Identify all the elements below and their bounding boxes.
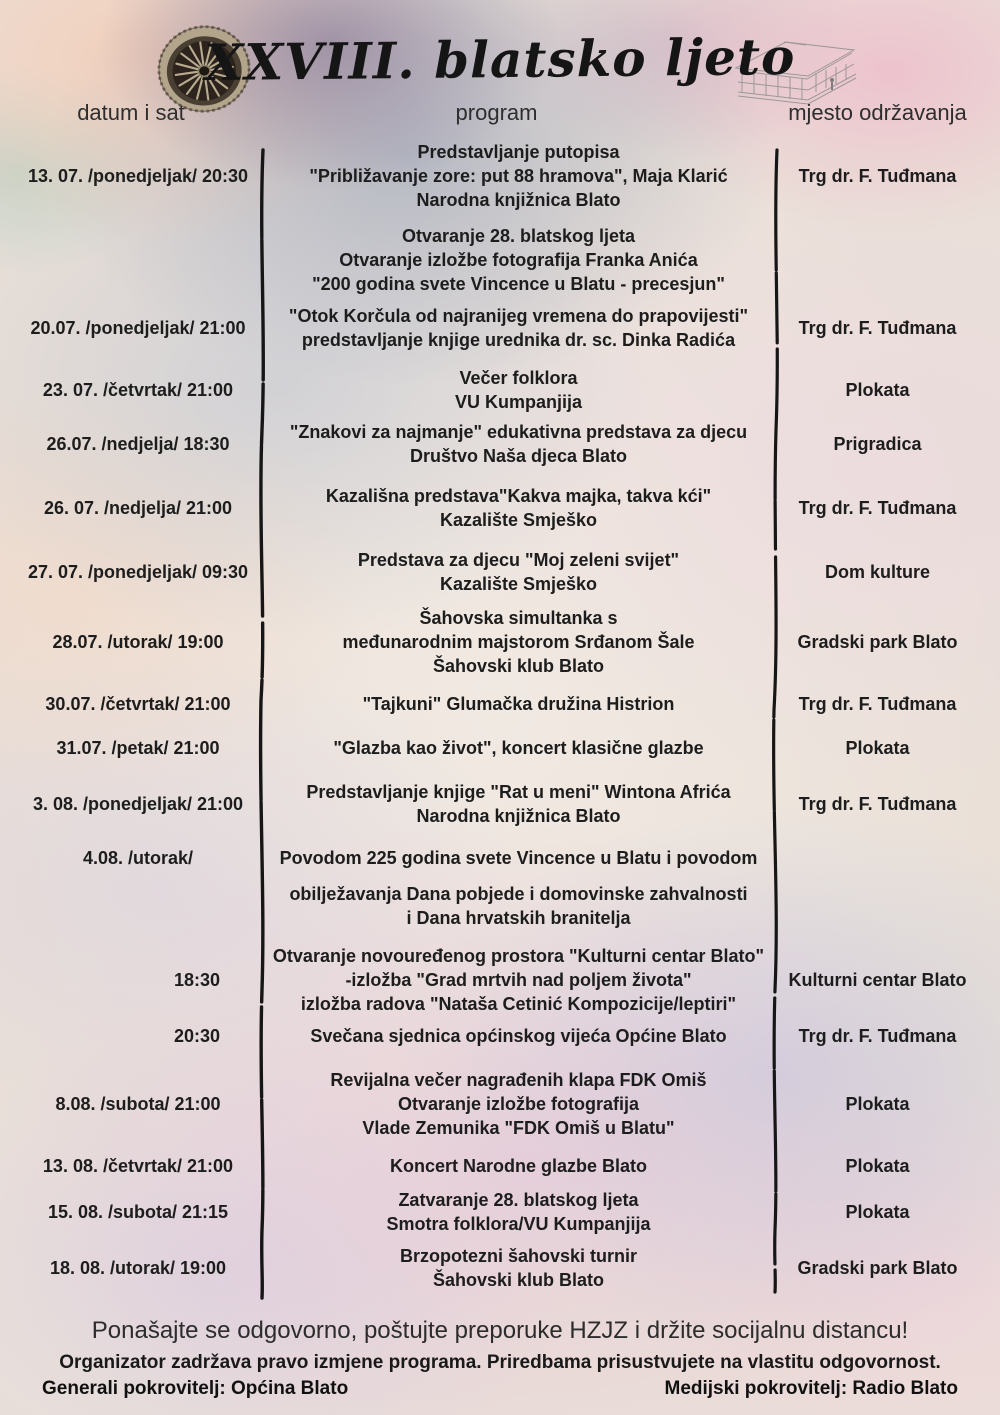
media-sponsor: Medijski pokrovitelj: Radio Blato: [664, 1378, 958, 1399]
poster-footer: [0, 1316, 1000, 1400]
program-line: izložba radova "Nataša Cetinić Kompozicije/leptiri": [300, 994, 737, 1014]
event-place: Trg dr. F. Tuđmana: [798, 794, 957, 814]
program-line: Večer folklora: [459, 368, 578, 388]
event-date: 13. 08. /četvrtak/ 21:00: [42, 1156, 234, 1176]
program-line: Vlade Zemunika "FDK Omiš u Blatu": [362, 1118, 675, 1138]
table-row: [0, 1068, 1000, 1140]
table-row: [0, 846, 1000, 930]
event-place: Trg dr. F. Tuđmana: [798, 498, 957, 518]
program-line: Kazališna predstava"Kakva majka, takva kći": [325, 486, 712, 506]
event-program: [262, 140, 775, 212]
column-header-place: mjesto održavanja: [788, 100, 967, 125]
table-row: [0, 606, 1000, 678]
event-date: 13. 07. /ponedjeljak/ 20:30: [27, 166, 249, 186]
table-row: [0, 366, 1000, 414]
covid-notice: Ponašajte se odgovorno, poštujte preporuke HZJZ i držite socijalnu distancu!: [91, 1317, 909, 1344]
program-line: Otvaranje izložbe fotografija: [397, 1094, 640, 1114]
event-program: [262, 1154, 775, 1178]
program-line: Društvo Naša djeca Blato: [409, 446, 628, 466]
event-place: Plokata: [845, 380, 910, 400]
program-line: Šahovski klub Blato: [432, 1270, 605, 1290]
event-program: [262, 1188, 775, 1236]
program-line: "200 godina svete Vincence u Blatu - precesjun": [312, 274, 725, 294]
program-line: -izložba "Grad mrtvih nad poljem života": [345, 970, 692, 990]
event-program: [262, 1244, 775, 1292]
event-date: 8.08. /subota/ 21:00: [55, 1094, 221, 1114]
program-disclaimer: Organizator zadržava pravo izmjene programa. Priredbama prisustvujete na vlastitu odgovornost.: [59, 1352, 941, 1373]
table-row: [0, 224, 1000, 296]
event-place: Trg dr. F. Tuđmana: [798, 1026, 957, 1046]
event-program: [262, 420, 775, 468]
event-date: 20.07. /ponedjeljak/ 21:00: [30, 318, 246, 338]
program-line: i Dana hrvatskih branitelja: [406, 908, 631, 928]
table-row: [0, 1244, 1000, 1292]
table-row: [0, 1188, 1000, 1236]
program-line: "Znakovi za najmanje" edukativna predstava za djecu: [289, 422, 748, 442]
event-place: Gradski park Blato: [797, 1258, 958, 1278]
event-program: [262, 224, 775, 296]
program-line: Brzopotezni šahovski turnir: [399, 1246, 638, 1266]
table-row: [0, 692, 1000, 716]
event-place: Gradski park Blato: [797, 632, 958, 652]
table-row: [0, 304, 1000, 352]
event-date: 30.07. /četvrtak/ 21:00: [45, 694, 231, 714]
table-row: [0, 420, 1000, 468]
event-program: [262, 606, 775, 678]
program-line: međunarodnim majstorom Srđanom Šale: [342, 632, 695, 652]
general-sponsor: Generali pokrovitelj: Općina Blato: [42, 1378, 349, 1399]
event-program: [262, 736, 775, 760]
column-header-program: program: [455, 100, 538, 125]
event-program: [262, 944, 775, 1016]
event-place: Trg dr. F. Tuđmana: [798, 694, 957, 714]
event-place: Plokata: [845, 1202, 910, 1222]
program-line: Šahovski klub Blato: [432, 656, 605, 676]
event-program: [262, 1068, 775, 1140]
program-line: Kazalište Smješko: [439, 510, 598, 530]
event-date: 15. 08. /subota/ 21:15: [47, 1202, 229, 1222]
program-line: Predstavljanje knjige "Rat u meni" Wintona Afrića: [306, 782, 731, 802]
program-line: Narodna knjižnica Blato: [416, 190, 621, 210]
program-line: "Otok Korčula od najranijeg vremena do prapovijesti": [288, 306, 749, 326]
event-program: [262, 780, 775, 828]
program-line: Povodom 225 godina svete Vincence u Blatu i povodom: [279, 848, 758, 868]
event-date: 31.07. /petak/ 21:00: [56, 738, 220, 758]
poster-title: XXVIII. blatsko ljeto: [204, 26, 796, 93]
event-date: 4.08. /utorak/: [82, 848, 194, 868]
program-line: Otvaranje izložbe fotografija Franka Anića: [339, 250, 698, 270]
program-line: Zatvaranje 28. blatskog ljeta: [398, 1190, 639, 1210]
column-header-date: datum i sat: [77, 100, 185, 125]
program-line: VU Kumpanjija: [454, 392, 583, 412]
table-row: [0, 1154, 1000, 1178]
event-date: 3. 08. /ponedjeljak/ 21:00: [32, 794, 244, 814]
program-line: Otvaranje 28. blatskog ljeta: [401, 226, 636, 246]
table-row: [0, 944, 1000, 1016]
event-time: 20:30: [173, 1026, 220, 1046]
event-date: 26. 07. /nedjelja/ 21:00: [43, 498, 233, 518]
event-program: [262, 548, 775, 596]
program-line: Otvaranje novouređenog prostora "Kulturni centar Blato": [272, 946, 765, 966]
program-line: Predstava za djecu "Moj zeleni svijet": [357, 550, 680, 570]
event-place: Plokata: [845, 1156, 910, 1176]
event-place: Plokata: [845, 1094, 910, 1114]
table-row: [0, 548, 1000, 596]
program-line: Smotra folklora/VU Kumpanjija: [386, 1214, 651, 1234]
event-program: [262, 366, 775, 414]
program-line: "Glazba kao život", koncert klasične glazbe: [333, 738, 704, 758]
event-place: Trg dr. F. Tuđmana: [798, 166, 957, 186]
event-program: [262, 846, 775, 930]
table-row: [0, 1024, 1000, 1048]
program-line: "Približavanje zore: put 88 hramova", Maja Klarić: [309, 166, 728, 186]
program-line: obilježavanja Dana pobjede i domovinske zahvalnosti: [289, 884, 748, 904]
event-date: 26.07. /nedjelja/ 18:30: [46, 434, 230, 454]
event-date: 18. 08. /utorak/ 19:00: [49, 1258, 227, 1278]
event-date: 27. 07. /ponedjeljak/ 09:30: [27, 562, 249, 582]
program-line: predstavljanje knjige urednika dr. sc. Dinka Radića: [301, 330, 736, 350]
event-program: [262, 484, 775, 532]
event-program: [262, 692, 775, 716]
program-line: Koncert Narodne glazbe Blato: [389, 1156, 648, 1176]
program-line: Narodna knjižnica Blato: [416, 806, 621, 826]
schedule-table: [0, 140, 1000, 1292]
column-headers: [0, 100, 1000, 126]
event-place: Prigradica: [833, 434, 922, 454]
event-place: Plokata: [845, 738, 910, 758]
program-line: Predstavljanje putopisa: [417, 142, 620, 162]
program-line: Svečana sjednica općinskog vijeća Općine Blato: [310, 1026, 727, 1046]
program-line: Kazalište Smješko: [439, 574, 598, 594]
table-row: [0, 484, 1000, 532]
program-line: "Tajkuni" Glumačka družina Histrion: [362, 694, 675, 714]
event-date: 23. 07. /četvrtak/ 21:00: [42, 380, 234, 400]
event-program: [262, 1024, 775, 1048]
table-row: [0, 140, 1000, 212]
table-row: [0, 780, 1000, 828]
sponsors-row: [0, 1378, 1000, 1400]
event-program: [262, 304, 775, 352]
table-row: [0, 736, 1000, 760]
event-place: Dom kulture: [824, 562, 930, 582]
event-time: 18:30: [173, 970, 220, 990]
event-date: 28.07. /utorak/ 19:00: [52, 632, 224, 652]
event-place: Kulturni centar Blato: [788, 970, 967, 990]
program-line: Revijalna večer nagrađenih klapa FDK Omiš: [330, 1070, 707, 1090]
program-line: Šahovska simultanka s: [419, 608, 618, 628]
event-place: Trg dr. F. Tuđmana: [798, 318, 957, 338]
